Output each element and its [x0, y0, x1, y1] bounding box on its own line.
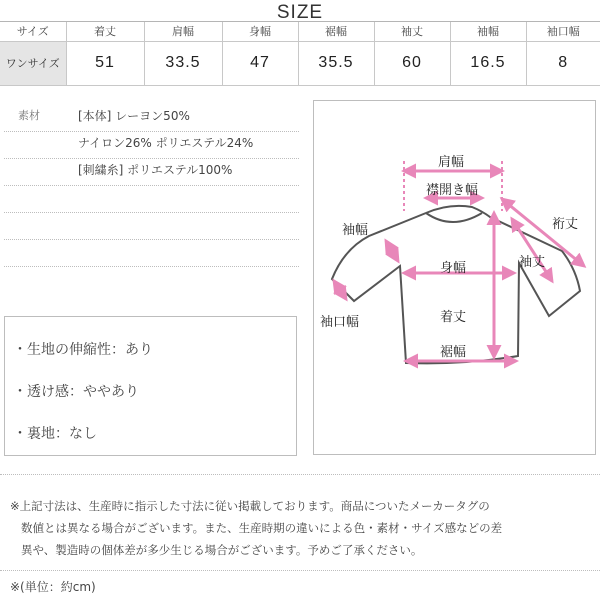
material-label: 素材 [18, 109, 40, 122]
material-row [4, 132, 299, 159]
unit-note: ※(単位：約cm) [10, 580, 96, 594]
measurement-diagram [313, 100, 596, 455]
label-sleeve-length: 袖丈 [519, 255, 546, 270]
material-row [4, 105, 299, 132]
material-line: [本体] レーヨン50% [78, 109, 190, 123]
notes-section [10, 495, 595, 561]
value-length: 51 [66, 41, 144, 85]
value-cuff-width: 8 [526, 41, 600, 85]
property-stretch: ・生地の伸縮性：あり [13, 342, 153, 358]
header-hem-width: 裾幅 [298, 22, 374, 41]
label-raglan-sleeve: 裄丈 [552, 217, 579, 232]
neckline [426, 213, 482, 222]
label-neck-opening: 襟開き幅 [426, 183, 479, 198]
note-line: ※上記寸法は、生産時に指示した寸法に従い掲載しております。商品についたメーカータグの [10, 499, 490, 513]
fabric-properties-box [4, 316, 297, 456]
label-cuff-width: 袖口幅 [320, 315, 360, 330]
property-sheerness: ・透け感：ややあり [13, 384, 139, 400]
header-body-width: 身幅 [222, 22, 298, 41]
value-shoulder: 33.5 [144, 41, 222, 85]
size-table [0, 22, 600, 86]
material-row [4, 159, 299, 186]
label-sleeve-width: 袖幅 [342, 223, 369, 238]
material-section [4, 105, 299, 267]
value-body-width: 47 [222, 41, 298, 85]
header-sleeve-width: 袖幅 [450, 22, 526, 41]
garment-outline [332, 206, 580, 364]
label-body-width: 身幅 [440, 261, 467, 276]
page-title: SIZE [276, 2, 324, 23]
label-hem-width: 裾幅 [440, 345, 467, 360]
header-length: 着丈 [66, 22, 144, 41]
notes-divider [0, 474, 600, 475]
unit-divider [0, 570, 600, 571]
note-line: 異や、製造時の個体差が多少生じる場合がございます。予めご了承ください。 [21, 543, 423, 557]
header-shoulder: 肩幅 [144, 22, 222, 41]
label-length: 着丈 [440, 310, 467, 325]
table-row [0, 41, 600, 85]
note-line: 数値とは異なる場合がございます。また、生産時期の違いによる色・素材・サイズ感などの差 [21, 521, 503, 535]
value-hem-width: 35.5 [298, 41, 374, 85]
header-size: サイズ [0, 22, 66, 41]
sleeve-width-arrow [386, 241, 398, 261]
value-sleeve-width: 16.5 [450, 41, 526, 85]
material-row-empty [4, 186, 299, 213]
material-line: [刺繍糸] ポリエステル100% [78, 163, 233, 177]
row-label-one-size: ワンサイズ [0, 41, 66, 85]
material-line: ナイロン26% ポリエステル24% [78, 136, 254, 150]
header-cuff-width: 袖口幅 [546, 25, 580, 39]
material-row-empty [4, 213, 299, 240]
property-lining: ・裏地：なし [13, 426, 97, 442]
material-row-empty [4, 240, 299, 267]
header-sleeve-length: 袖丈 [374, 22, 450, 41]
value-sleeve-length: 60 [374, 41, 450, 85]
label-shoulder: 肩幅 [438, 155, 465, 170]
size-table-header-row [0, 22, 600, 41]
